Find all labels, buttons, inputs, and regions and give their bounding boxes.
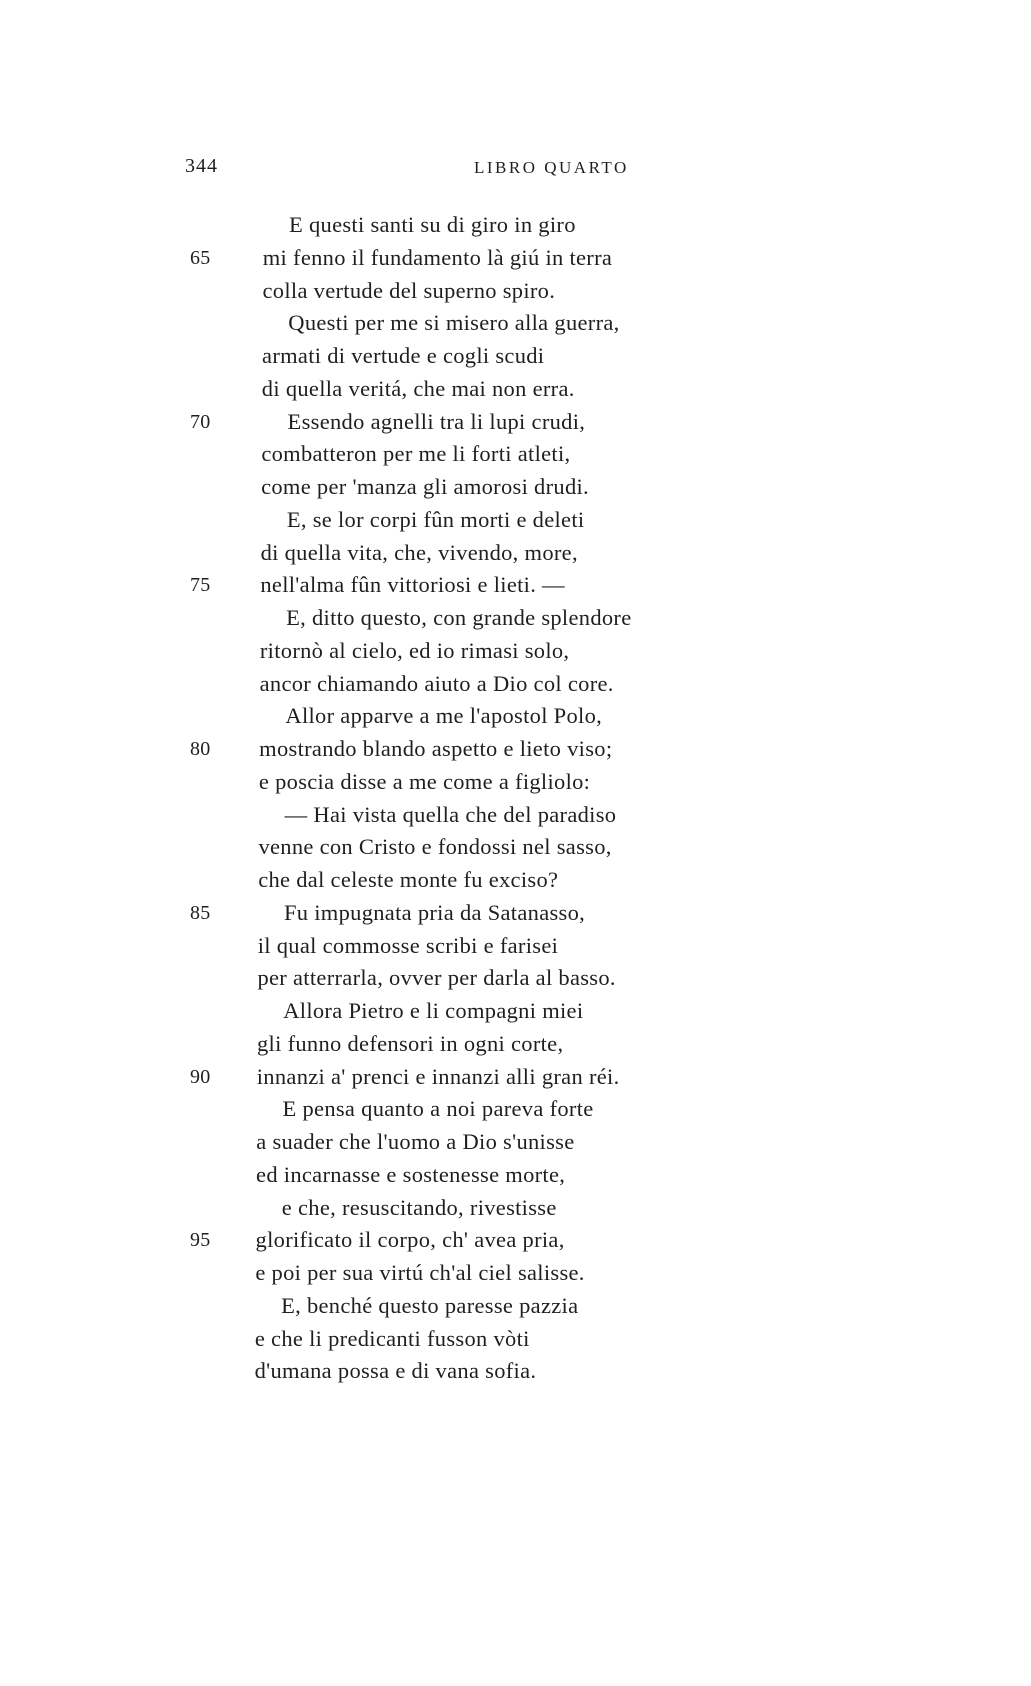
verse-line [0,537,1031,570]
verse-text: venne con Cristo e fondossi nel sasso, [258,834,612,860]
verse-text: ritornò al cielo, ed io rimasi solo, [259,637,570,663]
verse-text: combatteron per me li forti atleti, [261,441,571,467]
verse-text: che dal celeste monte fu exciso? [258,867,559,892]
verse-text: Allor apparve a me l'apostol Polo, [285,703,603,729]
verse-line [0,209,1031,242]
verse-line [0,504,1031,537]
verse-line [0,831,1031,864]
verse-line [0,1093,1031,1126]
verse-text: e che li predicanti fusson vòti [254,1325,530,1351]
verse-text: E questi santi su di giro in giro [289,212,576,237]
verse-text: per atterrarla, ovver per darla al basso. [257,965,616,991]
verse-line [0,1323,1031,1356]
verse-line [0,340,1031,373]
verse-line [0,1257,1031,1290]
verse-line [0,766,1031,799]
verse-line [0,668,1031,701]
verse-line [0,471,1031,504]
verse-line [0,602,1031,635]
verse-text: e che, resuscitando, rivestisse [281,1194,557,1220]
line-number: 90 [190,1065,211,1088]
verse-text: a suader che l'uomo a Dio s'unisse [256,1129,575,1154]
verse-text: d'umana possa e di vana sofia. [254,1358,537,1384]
verse-text: di quella veritá, che mai non erra. [261,375,575,401]
verse-line [0,1290,1031,1323]
verse-text: ancor chiamando aiuto a Dio col core. [259,670,614,696]
verse-text: E, ditto questo, con grande splendore [286,605,632,630]
verse-block [0,209,1031,1388]
verse-line [0,1126,1031,1159]
verse-text: E pensa quanto a noi pareva forte [282,1096,594,1122]
verse-text: Allora Pietro e li compagni miei [283,998,584,1023]
verse-text: nell'alma fûn vittoriosi e lieti. — [260,572,565,598]
verse-line [0,1224,1031,1257]
verse-line [0,864,1031,897]
verse-text: — Hai vista quella che del paradiso [284,801,617,827]
verse-line [0,242,1031,275]
verse-text: E, se lor corpi fûn morti e deleti [286,506,585,532]
verse-text: e poi per sua virtú ch'al ciel salisse. [255,1260,585,1285]
line-number: 80 [190,738,211,760]
verse-text: Essendo agnelli tra li lupi crudi, [287,408,586,434]
verse-text: di quella vita, che, vivendo, more, [260,539,578,565]
verse-line [0,307,1031,340]
verse-text: E, benché questo paresse pazzia [281,1292,579,1318]
verse-text: e poscia disse a me come a figliolo: [258,768,591,794]
verse-line [0,635,1031,668]
verse-text: colla vertude del superno spiro. [262,277,556,303]
verse-line [0,1028,1031,1061]
page-number: 344 [185,155,218,177]
verse-line [0,438,1031,471]
verse-line [0,1355,1031,1388]
verse-line [0,799,1031,832]
verse-text: glorificato il corpo, ch' avea pria, [255,1227,565,1253]
verse-text: innanzi a' prenci e innanzi alli gran réi. [256,1063,620,1089]
verse-line [0,406,1031,439]
verse-line [0,1192,1031,1225]
verse-line [0,373,1031,406]
verse-line [0,897,1031,930]
verse-text: mostrando blando aspetto e lieto viso; [259,736,613,761]
verse-line [0,275,1031,308]
verse-line [0,700,1031,733]
verse-line [0,569,1031,602]
line-number: 85 [190,901,211,924]
line-number: 75 [190,574,211,597]
verse-text: ed incarnasse e sostenesse morte, [256,1161,566,1187]
verse-line [0,733,1031,766]
line-number: 95 [190,1229,211,1252]
verse-line [0,962,1031,995]
verse-text: Fu impugnata pria da Satanasso, [283,899,586,925]
verse-text: Questi per me si misero alla guerra, [288,310,620,336]
line-number: 65 [190,246,211,269]
verse-line [0,1159,1031,1192]
verse-line [0,995,1031,1028]
verse-line [0,930,1031,963]
verse-text: mi fenno il fundamento là giú in terra [262,244,613,270]
running-title: LIBRO QUARTO [474,158,629,177]
verse-text: armati di vertude e cogli scudi [262,343,545,368]
verse-line [0,1061,1031,1094]
line-number: 70 [190,410,211,433]
verse-text: gli funno defensori in ogni corte, [257,1030,564,1056]
verse-text: il qual commosse scribi e farisei [257,932,559,958]
verse-text: come per 'manza gli amorosi drudi. [261,474,589,499]
